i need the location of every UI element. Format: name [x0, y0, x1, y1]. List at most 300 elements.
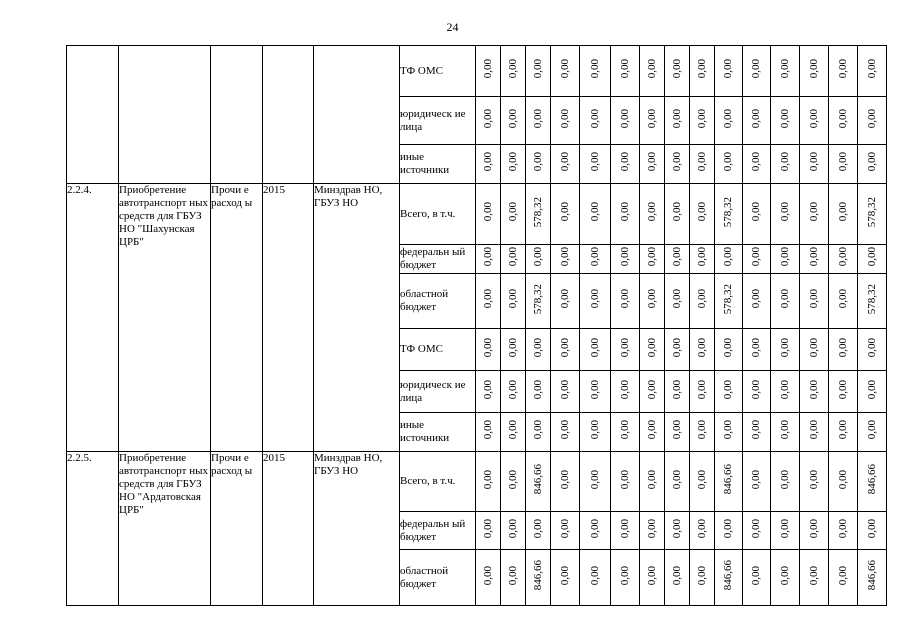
- value-cell: [526, 452, 551, 512]
- value-cell: [715, 512, 743, 550]
- value-text: 0,00: [645, 289, 658, 309]
- value-text: 0,00: [778, 59, 791, 79]
- value-text: 0,00: [558, 379, 571, 400]
- value-cell: [640, 512, 665, 550]
- value-cell: [501, 371, 526, 413]
- value-text: 0,00: [481, 202, 494, 222]
- value-text: 0,00: [670, 565, 683, 586]
- value-cell: [551, 46, 580, 97]
- value-cell: [800, 245, 829, 274]
- value-text: 0,00: [750, 152, 762, 172]
- value-cell: [715, 184, 743, 245]
- value-text: 0,00: [670, 518, 683, 539]
- funding-source: Всего, в т.ч.: [400, 452, 476, 512]
- value-cell: [551, 512, 580, 550]
- value-text: 578,32: [865, 196, 878, 228]
- value-text: 0,00: [618, 469, 631, 490]
- value-cell: [715, 371, 743, 413]
- value-text: 0,00: [618, 152, 631, 172]
- value-cell: [771, 452, 800, 512]
- value-cell: [526, 512, 551, 550]
- value-text: 578,32: [531, 283, 544, 315]
- funding-source: федеральн ый бюджет: [400, 245, 476, 274]
- value-text: 0,00: [778, 289, 791, 309]
- value-text: 0,00: [481, 337, 494, 358]
- executor-cell: Минздрав НО, ГБУЗ НО: [314, 452, 400, 606]
- value-text: 0,00: [865, 247, 878, 267]
- value-cell: [829, 329, 858, 371]
- value-text: 0,00: [807, 469, 820, 490]
- value-text: 0,00: [750, 565, 762, 586]
- value-text: 0,00: [865, 518, 878, 539]
- value-cell: [640, 371, 665, 413]
- value-cell: [611, 184, 640, 245]
- value-text: 846,66: [865, 560, 878, 591]
- value-cell: [743, 550, 771, 606]
- value-text: 0,00: [807, 108, 820, 129]
- value-cell: [743, 274, 771, 329]
- measure-name: [119, 46, 211, 184]
- value-text: 0,00: [807, 337, 820, 358]
- value-text: 0,00: [722, 152, 734, 172]
- value-cell: [771, 97, 800, 145]
- value-cell: [611, 550, 640, 606]
- value-text: 578,32: [531, 196, 544, 228]
- value-text: 0,00: [807, 518, 820, 539]
- value-cell: [771, 512, 800, 550]
- value-text: 0,00: [836, 59, 849, 79]
- year-cell: 2015: [263, 452, 314, 606]
- value-text: 0,00: [588, 565, 601, 586]
- value-text: 846,66: [531, 560, 544, 591]
- value-text: 0,00: [618, 420, 631, 440]
- value-text: 0,00: [807, 420, 820, 440]
- value-cell: [476, 371, 501, 413]
- value-cell: [690, 245, 715, 274]
- value-cell: [690, 413, 715, 452]
- value-cell: [858, 512, 887, 550]
- value-text: 0,00: [618, 565, 631, 586]
- value-cell: [690, 550, 715, 606]
- value-cell: [580, 512, 611, 550]
- value-cell: [771, 413, 800, 452]
- value-text: 0,00: [865, 59, 878, 79]
- funding-source: иные источники: [400, 145, 476, 184]
- value-cell: [551, 184, 580, 245]
- value-text: 0,00: [481, 108, 494, 129]
- value-text: 0,00: [722, 379, 734, 400]
- value-text: 0,00: [695, 152, 708, 172]
- table-row: [67, 46, 887, 97]
- value-text: 0,00: [722, 518, 734, 539]
- value-cell: [800, 371, 829, 413]
- value-text: 0,00: [778, 152, 791, 172]
- value-text: 0,00: [670, 469, 683, 490]
- value-cell: [551, 245, 580, 274]
- value-text: 0,00: [558, 59, 571, 79]
- measure-name: Приобретение автотранспорт ных средств для ГБУЗ НО "Шахунская ЦРБ": [119, 184, 211, 452]
- value-cell: [476, 512, 501, 550]
- value-cell: [858, 413, 887, 452]
- executor-cell: Минздрав НО, ГБУЗ НО: [314, 184, 400, 452]
- value-cell: [551, 329, 580, 371]
- value-text: 0,00: [778, 202, 791, 222]
- value-text: 0,00: [618, 518, 631, 539]
- value-cell: [771, 245, 800, 274]
- value-cell: [690, 97, 715, 145]
- value-cell: [858, 245, 887, 274]
- value-text: 0,00: [722, 420, 734, 440]
- value-cell: [715, 413, 743, 452]
- value-cell: [611, 452, 640, 512]
- value-cell: [501, 184, 526, 245]
- value-text: 0,00: [618, 59, 631, 79]
- value-text: 0,00: [645, 247, 658, 267]
- value-text: 578,32: [865, 283, 878, 315]
- value-cell: [858, 329, 887, 371]
- value-cell: [715, 46, 743, 97]
- value-text: 0,00: [750, 518, 762, 539]
- year-cell: 2015: [263, 184, 314, 452]
- value-cell: [640, 550, 665, 606]
- value-cell: [501, 512, 526, 550]
- value-cell: [665, 245, 690, 274]
- value-text: 0,00: [588, 420, 601, 440]
- value-text: 0,00: [836, 565, 849, 586]
- value-cell: [858, 274, 887, 329]
- value-text: 0,00: [588, 152, 601, 172]
- value-text: 846,66: [531, 464, 544, 495]
- value-text: 0,00: [531, 152, 544, 172]
- value-cell: [580, 550, 611, 606]
- value-cell: [476, 274, 501, 329]
- value-cell: [829, 550, 858, 606]
- value-cell: [715, 452, 743, 512]
- value-text: 0,00: [670, 247, 683, 267]
- value-text: 0,00: [618, 247, 631, 267]
- value-text: 0,00: [695, 518, 708, 539]
- value-text: 0,00: [645, 108, 658, 129]
- value-text: 0,00: [722, 337, 734, 358]
- value-cell: [580, 274, 611, 329]
- value-cell: [501, 46, 526, 97]
- value-text: 578,32: [722, 283, 734, 315]
- funding-source: Всего, в т.ч.: [400, 184, 476, 245]
- value-cell: [743, 46, 771, 97]
- value-text: 0,00: [836, 152, 849, 172]
- value-cell: [743, 371, 771, 413]
- value-cell: [715, 97, 743, 145]
- value-cell: [501, 274, 526, 329]
- value-text: 0,00: [618, 108, 631, 129]
- funding-source: юридическ ие лица: [400, 371, 476, 413]
- value-text: 0,00: [588, 289, 601, 309]
- value-text: 0,00: [506, 108, 519, 129]
- value-text: 0,00: [836, 518, 849, 539]
- funding-source: ТФ ОМС: [400, 329, 476, 371]
- value-cell: [771, 329, 800, 371]
- value-text: 0,00: [695, 420, 708, 440]
- value-text: 0,00: [695, 202, 708, 222]
- value-text: 0,00: [807, 289, 820, 309]
- value-text: 0,00: [506, 469, 519, 490]
- value-text: 846,66: [722, 464, 734, 495]
- value-text: 0,00: [750, 469, 762, 490]
- value-text: 0,00: [588, 202, 601, 222]
- funding-source: ТФ ОМС: [400, 46, 476, 97]
- value-cell: [526, 329, 551, 371]
- value-text: 0,00: [531, 518, 544, 539]
- value-cell: [476, 46, 501, 97]
- value-text: 0,00: [481, 152, 494, 172]
- value-cell: [858, 550, 887, 606]
- value-text: 0,00: [807, 202, 820, 222]
- value-text: 0,00: [695, 469, 708, 490]
- value-cell: [800, 97, 829, 145]
- value-cell: [551, 145, 580, 184]
- value-text: 0,00: [836, 247, 849, 267]
- value-text: 0,00: [695, 289, 708, 309]
- value-cell: [640, 329, 665, 371]
- funding-source: областной бюджет: [400, 274, 476, 329]
- value-text: 0,00: [645, 469, 658, 490]
- value-text: 0,00: [481, 518, 494, 539]
- value-cell: [715, 550, 743, 606]
- value-cell: [665, 329, 690, 371]
- value-cell: [526, 371, 551, 413]
- value-cell: [526, 145, 551, 184]
- value-text: 0,00: [750, 202, 762, 222]
- value-text: 0,00: [722, 108, 734, 129]
- value-text: 0,00: [750, 420, 762, 440]
- value-cell: [800, 46, 829, 97]
- value-text: 0,00: [695, 565, 708, 586]
- value-text: 0,00: [722, 247, 734, 267]
- value-text: 0,00: [865, 420, 878, 440]
- value-cell: [800, 274, 829, 329]
- value-cell: [665, 512, 690, 550]
- value-text: 0,00: [750, 108, 762, 129]
- value-cell: [665, 97, 690, 145]
- value-text: 0,00: [865, 152, 878, 172]
- value-cell: [551, 413, 580, 452]
- value-text: 0,00: [695, 379, 708, 400]
- value-text: 0,00: [481, 469, 494, 490]
- value-cell: [526, 413, 551, 452]
- value-cell: [640, 145, 665, 184]
- value-text: 0,00: [670, 379, 683, 400]
- value-cell: [715, 245, 743, 274]
- value-text: 0,00: [722, 59, 734, 79]
- value-cell: [611, 46, 640, 97]
- value-text: 0,00: [481, 379, 494, 400]
- value-text: 0,00: [695, 337, 708, 358]
- value-text: 0,00: [778, 379, 791, 400]
- value-cell: [501, 550, 526, 606]
- value-cell: [690, 274, 715, 329]
- value-cell: [829, 97, 858, 145]
- expense-type: [211, 46, 263, 184]
- value-cell: [611, 413, 640, 452]
- value-text: 0,00: [807, 247, 820, 267]
- value-text: 0,00: [618, 289, 631, 309]
- value-text: 0,00: [531, 337, 544, 358]
- expense-type: Прочи е расход ы: [211, 184, 263, 452]
- value-cell: [690, 371, 715, 413]
- value-text: 0,00: [836, 420, 849, 440]
- value-cell: [800, 413, 829, 452]
- expense-type: Прочи е расход ы: [211, 452, 263, 606]
- value-text: 0,00: [750, 247, 762, 267]
- value-text: 0,00: [588, 469, 601, 490]
- value-text: 0,00: [531, 379, 544, 400]
- value-text: 0,00: [750, 379, 762, 400]
- value-cell: [501, 329, 526, 371]
- value-cell: [640, 46, 665, 97]
- value-cell: [690, 329, 715, 371]
- value-text: 0,00: [481, 565, 494, 586]
- budget-table: [66, 45, 887, 606]
- value-cell: [611, 274, 640, 329]
- value-text: 0,00: [558, 247, 571, 267]
- value-cell: [476, 413, 501, 452]
- value-cell: [640, 184, 665, 245]
- value-text: 0,00: [506, 518, 519, 539]
- value-cell: [743, 413, 771, 452]
- value-text: 0,00: [506, 337, 519, 358]
- value-text: 0,00: [506, 247, 519, 267]
- value-text: 0,00: [506, 379, 519, 400]
- value-text: 0,00: [865, 337, 878, 358]
- value-cell: [829, 46, 858, 97]
- value-cell: [800, 452, 829, 512]
- value-cell: [665, 46, 690, 97]
- value-text: 0,00: [531, 420, 544, 440]
- value-text: 846,66: [865, 464, 878, 495]
- executor-cell: [314, 46, 400, 184]
- value-cell: [800, 184, 829, 245]
- value-text: 0,00: [618, 379, 631, 400]
- row-number: 2.2.5.: [67, 452, 119, 606]
- value-text: 0,00: [645, 59, 658, 79]
- value-text: 0,00: [481, 59, 494, 79]
- value-cell: [743, 245, 771, 274]
- value-text: 0,00: [558, 518, 571, 539]
- value-text: 0,00: [836, 289, 849, 309]
- value-text: 0,00: [670, 152, 683, 172]
- value-cell: [858, 452, 887, 512]
- value-cell: [501, 145, 526, 184]
- value-cell: [800, 550, 829, 606]
- value-cell: [665, 184, 690, 245]
- value-cell: [501, 245, 526, 274]
- value-cell: [665, 274, 690, 329]
- value-cell: [771, 550, 800, 606]
- value-text: 0,00: [778, 420, 791, 440]
- value-text: 0,00: [645, 337, 658, 358]
- value-cell: [690, 512, 715, 550]
- value-cell: [611, 97, 640, 145]
- value-cell: [551, 371, 580, 413]
- value-cell: [526, 274, 551, 329]
- value-cell: [501, 452, 526, 512]
- value-cell: [665, 550, 690, 606]
- value-text: 0,00: [481, 247, 494, 267]
- value-cell: [611, 329, 640, 371]
- value-text: 0,00: [645, 152, 658, 172]
- value-cell: [690, 452, 715, 512]
- value-cell: [580, 97, 611, 145]
- value-cell: [611, 245, 640, 274]
- value-cell: [476, 245, 501, 274]
- value-text: 0,00: [531, 247, 544, 267]
- value-cell: [476, 97, 501, 145]
- value-text: 0,00: [588, 337, 601, 358]
- value-cell: [640, 97, 665, 145]
- value-cell: [743, 145, 771, 184]
- value-text: 0,00: [618, 337, 631, 358]
- value-text: 0,00: [778, 565, 791, 586]
- value-text: 0,00: [695, 59, 708, 79]
- value-text: 0,00: [836, 379, 849, 400]
- value-cell: [580, 145, 611, 184]
- value-text: 0,00: [506, 59, 519, 79]
- value-cell: [690, 46, 715, 97]
- value-text: 0,00: [558, 289, 571, 309]
- value-cell: [715, 274, 743, 329]
- value-cell: [580, 329, 611, 371]
- value-cell: [829, 413, 858, 452]
- value-text: 0,00: [558, 469, 571, 490]
- value-cell: [715, 145, 743, 184]
- value-cell: [800, 329, 829, 371]
- value-text: 0,00: [670, 289, 683, 309]
- value-cell: [771, 145, 800, 184]
- value-text: 0,00: [558, 337, 571, 358]
- value-cell: [580, 184, 611, 245]
- value-cell: [640, 452, 665, 512]
- value-text: 0,00: [865, 108, 878, 129]
- funding-source: юридическ ие лица: [400, 97, 476, 145]
- value-cell: [829, 245, 858, 274]
- value-cell: [580, 371, 611, 413]
- value-cell: [476, 329, 501, 371]
- value-text: 0,00: [588, 518, 601, 539]
- value-text: 0,00: [836, 469, 849, 490]
- value-cell: [526, 97, 551, 145]
- value-text: 0,00: [695, 108, 708, 129]
- value-text: 0,00: [506, 152, 519, 172]
- value-cell: [829, 145, 858, 184]
- value-text: 0,00: [558, 108, 571, 129]
- value-text: 0,00: [481, 420, 494, 440]
- value-cell: [640, 274, 665, 329]
- value-cell: [665, 371, 690, 413]
- value-cell: [829, 371, 858, 413]
- value-text: 0,00: [836, 202, 849, 222]
- value-cell: [743, 512, 771, 550]
- value-cell: [858, 184, 887, 245]
- value-cell: [611, 145, 640, 184]
- value-text: 0,00: [778, 337, 791, 358]
- value-cell: [665, 452, 690, 512]
- value-text: 0,00: [558, 565, 571, 586]
- funding-source: федеральн ый бюджет: [400, 512, 476, 550]
- value-cell: [501, 413, 526, 452]
- value-text: 0,00: [695, 247, 708, 267]
- value-cell: [743, 329, 771, 371]
- value-cell: [526, 245, 551, 274]
